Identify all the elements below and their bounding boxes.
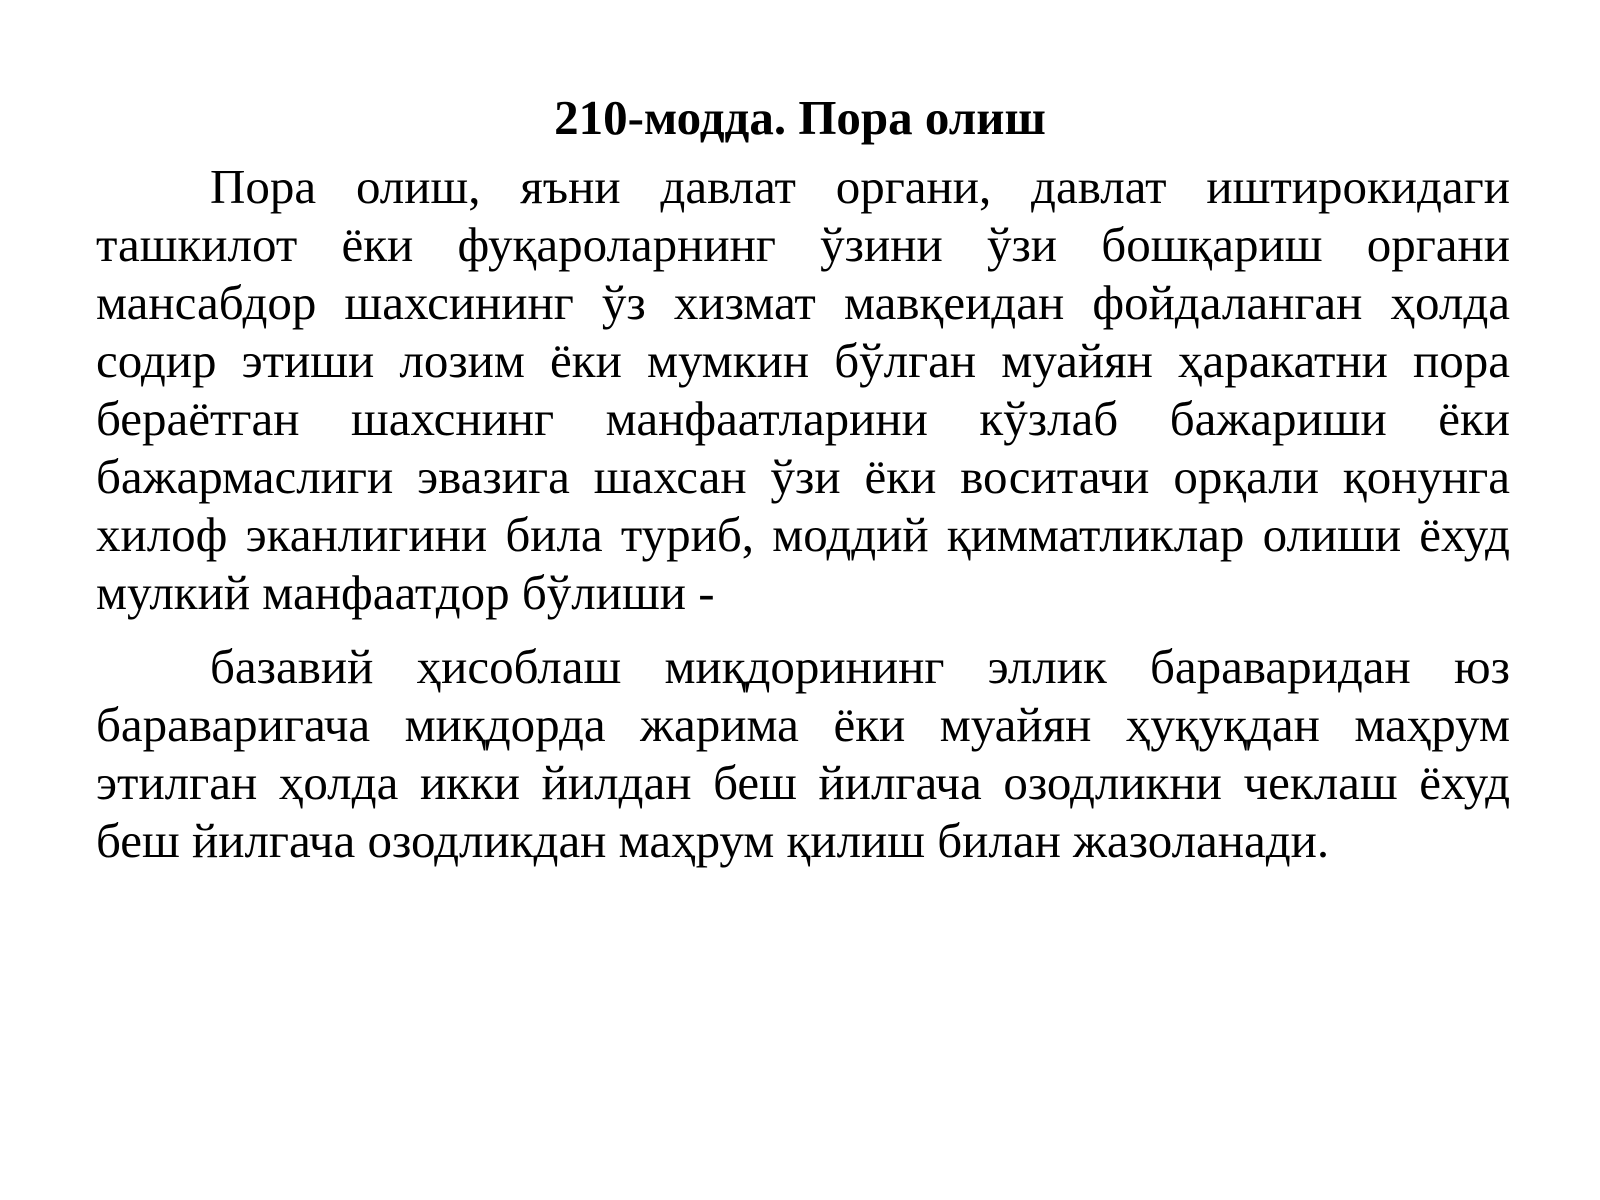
article-paragraph-offense: Пора олиш, яъни давлат органи, давлат иштирокидаги ташкилот ёки фуқароларнинг ўзини ўзи бошқариш органи мансабдор шахсининг ўз хизмат мавқеидан фойдаланган ҳолда содир этиши лозим ёки мумкин бўлган муайян ҳаракатни пора бераётган шахснинг манфаатларини кўзлаб бажариши ёки бажармаслиги эвазига шахсан ўзи ёки воситачи орқали қонунга хилоф эканлигини била туриб, моддий қимматликлар олиши ёхуд мулкий манфаатдор бўлиши -	[96, 159, 1510, 620]
article-title: 210-модда. Пора олиш	[554, 90, 1046, 145]
article-body	[96, 158, 1510, 870]
article-paragraph-penalty: базавий ҳисоблаш миқдорининг эллик бараваридан юз бараваригача миқдорда жарима ёки муайян ҳуқуқдан маҳрум этилган ҳолда икки йилдан беш йилгача озодликни чеклаш ёхуд беш йилгача озодликдан маҳрум қилиш билан жазоланади.	[96, 639, 1510, 868]
